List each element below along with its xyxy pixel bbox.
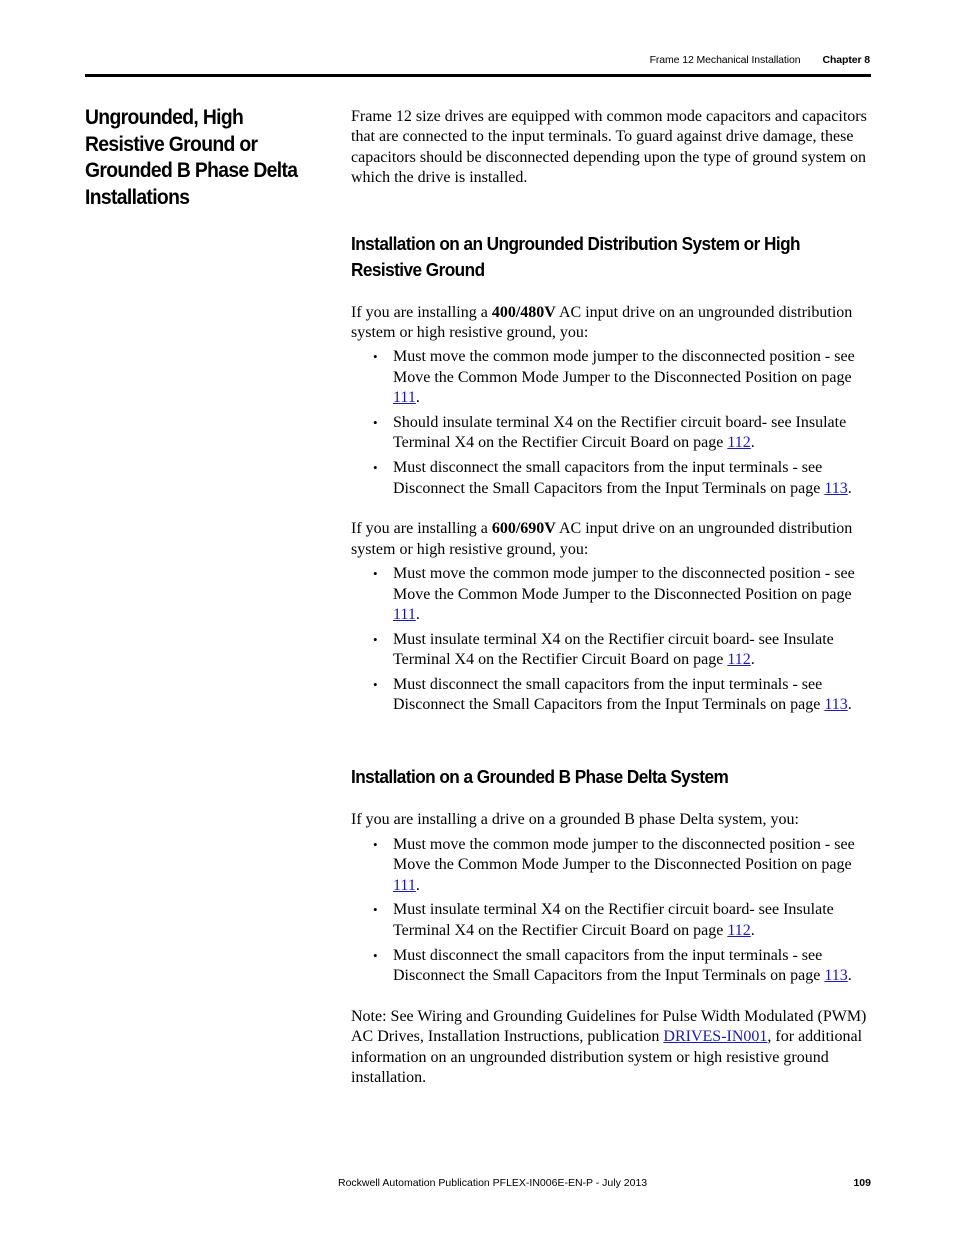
page-link-112[interactable]: 112 xyxy=(727,651,751,669)
item-end: . xyxy=(750,651,755,669)
bullet-icon: • xyxy=(373,631,378,647)
page-link-113[interactable]: 113 xyxy=(824,966,848,984)
lead-text: AC input drive on an ungrounded distribution system or high resistive ground, you: xyxy=(351,520,853,558)
lead-400-480 xyxy=(351,303,873,344)
bullet-icon: • xyxy=(373,566,378,582)
item-text: Must disconnect the small capacitors from the input terminals - see Disconnect the Small Capacitors from the Input Terminals on page xyxy=(393,676,825,714)
item-text: Must move the common mode jumper to the disconnected position - see Move the Common Mode Jumper to the Disconnected Position on page xyxy=(393,835,855,874)
item-end: . xyxy=(847,696,852,714)
bullet-icon: • xyxy=(373,460,378,476)
list-item xyxy=(373,946,873,987)
list-item xyxy=(373,835,873,896)
list-item xyxy=(373,900,873,941)
bullet-icon: • xyxy=(373,947,378,963)
list-item xyxy=(373,564,873,625)
lead-grounded-b-phase: If you are installing a drive on a grounded B phase Delta system, you: xyxy=(351,811,799,829)
item-end: . xyxy=(415,389,420,407)
item-text: Must move the common mode jumper to the disconnected position - see Move the Common Mode Jumper to the Disconnected Position on page xyxy=(393,565,855,603)
bullet-icon: • xyxy=(373,677,378,693)
list-item xyxy=(373,675,873,716)
voltage-label: 400/480V xyxy=(491,303,556,321)
item-text: Must disconnect the small capacitors from the input terminals - see Disconnect the Small Capacitors from the Input Terminals on page xyxy=(393,459,825,497)
page-link-112[interactable]: 112 xyxy=(727,434,751,452)
footer-publication: Rockwell Automation Publication PFLEX-IN006E-EN-P - July 2013 xyxy=(338,1177,648,1189)
list-item xyxy=(373,413,873,454)
running-header xyxy=(650,54,870,66)
bullet-icon: • xyxy=(373,415,378,431)
header-chapter: Chapter 8 xyxy=(822,54,870,66)
page-number: 109 xyxy=(853,1177,871,1189)
item-text: Must disconnect the small capacitors from the input terminals - see Disconnect the Small Capacitors from the Input Terminals on page xyxy=(393,946,825,984)
intro-paragraph: Frame 12 size drives are equipped with common mode capacitors and capacitors that are connected to the input terminals. To guard against drive damage, these capacitors should be disconnected depending upon the type of ground system on which the drive is installed. xyxy=(351,108,867,187)
item-end: . xyxy=(750,434,755,452)
publication-link[interactable]: DRIVES-IN001 xyxy=(663,1028,768,1046)
voltage-label: 600/690V xyxy=(491,520,556,538)
item-end: . xyxy=(415,606,420,624)
bullet-icon: • xyxy=(373,836,378,852)
header-section-title: Frame 12 Mechanical Installation xyxy=(649,54,801,66)
item-end: . xyxy=(847,479,852,497)
item-text: Must insulate terminal X4 on the Rectifier circuit board- see Insulate Terminal X4 on the Rectifier Circuit Board on page xyxy=(393,901,834,939)
note-text: Note: See Wiring and Grounding Guidelines for Pulse Width Modulated (PWM) AC Drives, Installation Instructions, publication xyxy=(351,1007,867,1046)
list-item xyxy=(373,630,873,671)
bullet-list-600-690 xyxy=(351,564,873,716)
heading-ungrounded: Installation on an Ungrounded Distribution System or High Resistive Ground xyxy=(351,232,800,280)
page-link-111[interactable]: 111 xyxy=(393,876,416,894)
page-link-111[interactable]: 111 xyxy=(393,389,416,407)
page-link-113[interactable]: 113 xyxy=(824,479,848,497)
item-end: . xyxy=(750,921,755,939)
item-text: Must move the common mode jumper to the disconnected position - see Move the Common Mode Jumper to the Disconnected Position on page xyxy=(393,348,855,386)
lead-text: If you are installing a xyxy=(351,520,492,538)
main-content xyxy=(351,107,873,1088)
bullet-icon: • xyxy=(373,349,378,365)
page-footer xyxy=(338,1177,871,1189)
list-item xyxy=(373,458,873,499)
header-rule xyxy=(85,74,871,77)
item-end: . xyxy=(415,876,420,894)
list-item xyxy=(373,347,873,408)
page-link-111[interactable]: 111 xyxy=(393,606,416,624)
side-section-title: Ungrounded, High Resistive Ground or Grounded B Phase Delta Installations xyxy=(85,106,298,209)
page-link-112[interactable]: 112 xyxy=(727,921,751,939)
page-link-113[interactable]: 113 xyxy=(824,696,848,714)
item-text: Should insulate terminal X4 on the Rectifier circuit board- see Insulate Terminal X4 on the Rectifier Circuit Board on page xyxy=(393,414,847,452)
lead-text: If you are installing a xyxy=(351,303,492,321)
lead-text: AC input drive on an ungrounded distribution system or high resistive ground, you: xyxy=(351,303,853,342)
heading-grounded-b-phase: Installation on a Grounded B Phase Delta System xyxy=(351,766,729,788)
lead-600-690 xyxy=(351,519,873,560)
bullet-icon: • xyxy=(373,902,378,918)
bullet-list-400-480 xyxy=(351,347,873,499)
note-text: , for additional information on an ungrounded distribution system or high resistive ground installation. xyxy=(351,1028,863,1086)
bullet-list-grounded xyxy=(351,835,873,987)
item-text: Must insulate terminal X4 on the Rectifier circuit board- see Insulate Terminal X4 on the Rectifier Circuit Board on page xyxy=(393,630,834,669)
item-end: . xyxy=(847,966,852,984)
note-paragraph xyxy=(351,1007,873,1089)
